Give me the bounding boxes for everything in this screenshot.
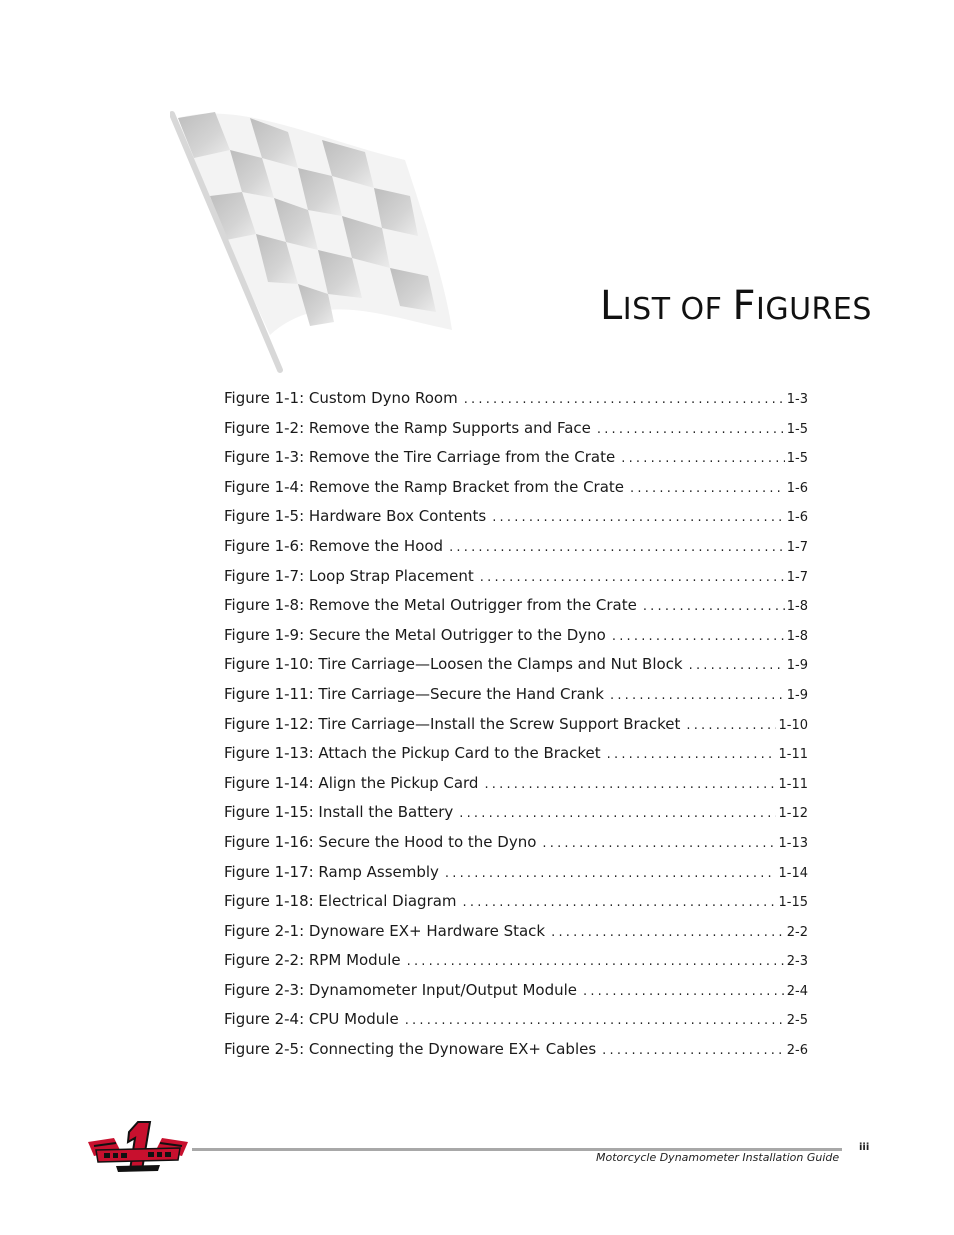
toc-entry-page: 2-2 — [786, 924, 808, 940]
toc-leader-dots — [484, 777, 776, 792]
toc-leader-dots — [464, 392, 785, 407]
toc-entry-title: Figure 2-1: Dynoware EX+ Hardware Stack — [224, 921, 546, 940]
toc-entry-title: Figure 1-15: Install the Battery — [224, 803, 454, 822]
toc-entry[interactable] — [224, 774, 808, 804]
toc-entry[interactable] — [224, 478, 808, 508]
footer-guide-title: Motorcycle Dynamometer Installation Guide — [596, 1151, 840, 1164]
toc-leader-dots — [612, 629, 785, 644]
toc-entry[interactable] — [224, 863, 808, 893]
toc-entry-page: 2-3 — [786, 954, 808, 970]
toc-entry-title: Figure 1-18: Electrical Diagram — [224, 892, 457, 911]
toc-leader-dots — [492, 510, 785, 525]
toc-entry[interactable] — [224, 744, 808, 774]
toc-entry[interactable] — [224, 596, 808, 626]
toc-leader-dots — [621, 451, 785, 466]
toc-entry-title: Figure 1-2: Remove the Ramp Supports and Face — [224, 418, 591, 437]
toc-entry-title: Figure 1-10: Tire Carriage—Loosen the Clamps and Nut Block — [224, 655, 683, 674]
toc-entry-title: Figure 1-17: Ramp Assembly — [224, 862, 439, 881]
toc-entry-title: Figure 1-6: Remove the Hood — [224, 536, 444, 555]
toc-entry-page: 1-6 — [786, 510, 808, 526]
toc-entry-page: 1-5 — [786, 421, 808, 437]
toc-leader-dots — [459, 806, 776, 821]
toc-entry-page: 1-11 — [778, 747, 808, 763]
toc-leader-dots — [463, 895, 777, 910]
toc-leader-dots — [630, 481, 785, 496]
toc-leader-dots — [542, 836, 776, 851]
toc-entry-page: 1-12 — [778, 806, 808, 822]
toc-entry[interactable] — [224, 685, 808, 715]
toc-entry[interactable] — [224, 507, 808, 537]
toc-leader-dots — [405, 1013, 785, 1028]
toc-entry-title: Figure 1-3: Remove the Tire Carriage from the Crate — [224, 448, 616, 467]
toc-entry-title: Figure 2-5: Connecting the Dynoware EX+ Cables — [224, 1040, 597, 1059]
toc-entry-page: 1-11 — [778, 776, 808, 792]
toc-leader-dots — [551, 925, 785, 940]
toc-entry-title: Figure 1-13: Attach the Pickup Card to the Bracket — [224, 744, 601, 763]
toc-leader-dots — [445, 866, 777, 881]
toc-entry-page: 1-8 — [786, 628, 808, 644]
toc-entry-title: Figure 2-4: CPU Module — [224, 1010, 399, 1029]
toc-entry-title: Figure 1-12: Tire Carriage—Install the Screw Support Bracket — [224, 714, 681, 733]
toc-entry-page: 1-7 — [786, 539, 808, 555]
checkered-flag-icon — [170, 100, 460, 380]
page-title — [600, 283, 880, 329]
toc-entry-page: 1-13 — [778, 835, 808, 851]
toc-leader-dots — [602, 1043, 785, 1058]
toc-entry-title: Figure 1-8: Remove the Metal Outrigger from the Crate — [224, 596, 637, 615]
toc-entry-page: 1-15 — [778, 895, 808, 911]
toc-entry[interactable] — [224, 1010, 808, 1040]
toc-entry-title: Figure 1-9: Secure the Metal Outrigger to the Dyno — [224, 625, 606, 644]
toc-entry[interactable] — [224, 1040, 808, 1070]
toc-entry-page: 2-5 — [786, 1013, 808, 1029]
toc-leader-dots — [583, 984, 785, 999]
toc-entry[interactable] — [224, 448, 808, 478]
toc-entry-title: Figure 1-16: Secure the Hood to the Dyno — [224, 832, 537, 851]
toc-leader-dots — [610, 688, 785, 703]
toc-entry-title: Figure 1-11: Tire Carriage—Secure the Hand Crank — [224, 684, 604, 703]
toc-entry[interactable] — [224, 655, 808, 685]
toc-leader-dots — [480, 570, 785, 585]
toc-leader-dots — [597, 422, 785, 437]
toc-entry-page: 1-3 — [786, 392, 808, 407]
toc-entry-title: Figure 1-4: Remove the Ramp Bracket from the Crate — [224, 477, 625, 496]
title-initial-l: L — [600, 283, 623, 330]
page-number: iii — [859, 1142, 870, 1153]
toc-entry[interactable] — [224, 389, 808, 419]
toc-entry-page: 1-9 — [786, 658, 808, 674]
title-initial-f: F — [732, 283, 756, 330]
toc-entry[interactable] — [224, 951, 808, 981]
toc-entry-page: 1-6 — [786, 480, 808, 496]
toc-entry-title: Figure 1-14: Align the Pickup Card — [224, 773, 479, 792]
toc-entry-title: Figure 2-2: RPM Module — [224, 951, 401, 970]
toc-entry[interactable] — [224, 922, 808, 952]
toc-entry[interactable] — [224, 626, 808, 656]
toc-entry-page: 1-7 — [786, 569, 808, 585]
toc-entry-page: 2-4 — [786, 983, 808, 999]
toc-entry[interactable] — [224, 981, 808, 1011]
toc-entry-title: Figure 1-5: Hardware Box Contents — [224, 507, 487, 526]
toc-leader-dots — [643, 599, 785, 614]
toc-entry-title: Figure 1-7: Loop Strap Placement — [224, 566, 474, 585]
toc-entry[interactable] — [224, 567, 808, 597]
toc-entry-page: 1-8 — [786, 599, 808, 615]
title-rest-2: IGURES — [755, 292, 872, 328]
title-rest-1: IST OF — [622, 292, 733, 328]
dynojet-logo — [86, 1120, 190, 1178]
toc-entry[interactable] — [224, 833, 808, 863]
toc-entry-title: Figure 1-1: Custom Dyno Room — [224, 389, 458, 407]
toc-entry[interactable] — [224, 419, 808, 449]
toc-entry[interactable] — [224, 892, 808, 922]
toc-entry-page: 1-5 — [786, 451, 808, 467]
toc-leader-dots — [689, 658, 785, 673]
toc-entry-page: 2-6 — [786, 1043, 808, 1059]
toc-leader-dots — [449, 540, 785, 555]
toc-entry-page: 1-14 — [778, 865, 808, 881]
toc-entry-page: 1-10 — [778, 717, 808, 733]
list-of-figures — [224, 389, 808, 1070]
toc-entry-title: Figure 2-3: Dynamometer Input/Output Module — [224, 980, 577, 999]
toc-leader-dots — [686, 718, 776, 733]
toc-entry[interactable] — [224, 537, 808, 567]
toc-entry-page: 1-9 — [786, 687, 808, 703]
toc-entry[interactable] — [224, 715, 808, 745]
toc-leader-dots — [407, 954, 785, 969]
toc-entry[interactable] — [224, 803, 808, 833]
toc-leader-dots — [607, 747, 777, 762]
